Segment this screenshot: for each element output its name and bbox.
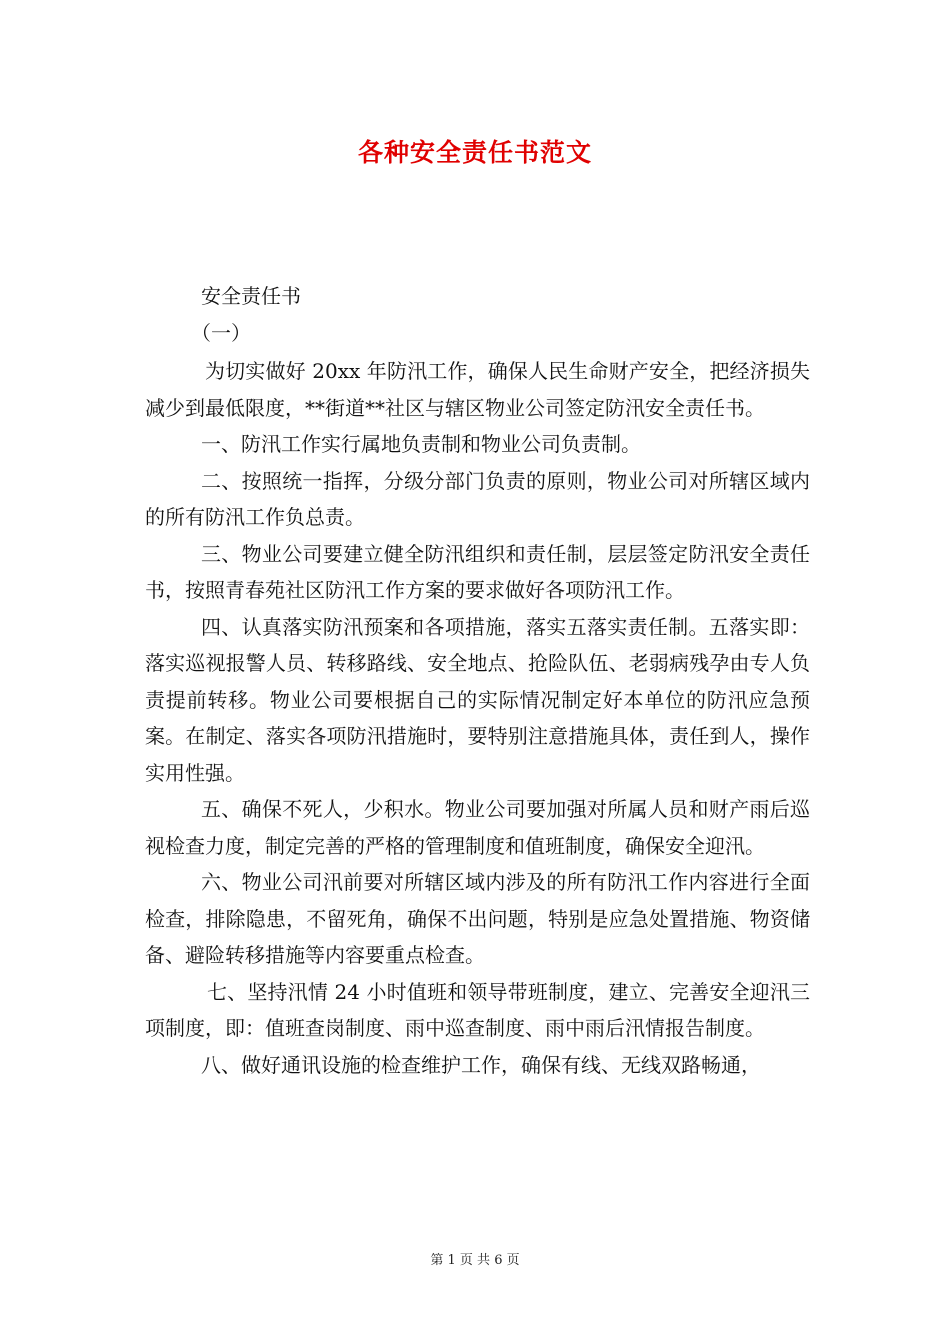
paragraph-item-8: 八、做好通讯设施的检查维护工作，确保有线、无线双路畅通， [201, 1052, 761, 1077]
paragraph-item-4: 四、认真落实防汛预案和各项措施，落实五落实责任制。五落实即：落实巡视报警人员、转移路线、安全地点、抢险队伍、老弱病残孕由专人负责提前转移。物业公司要根据自己的实际情况制定好本单位的防汛应急预案。在制定、落实各项防汛措施时，要特别注意措施具体，责任到人，操作实用性强。 [145, 614, 810, 785]
paragraph-item-5: 五、确保不死人，少积水。物业公司要加强对所属人员和财产雨后巡视检查力度，制定完善的严格的管理制度和值班制度，确保安全迎汛。 [145, 797, 810, 858]
document-body [145, 278, 810, 1083]
page-number: 第 1 页 共 6 页 [430, 1253, 520, 1268]
paragraph-intro: 为切实做好 20xx 年防汛工作，确保人民生命财产安全，把经济损失减少到最低限度，**街道**社区与辖区物业公司签定防汛安全责任书。 [145, 359, 810, 420]
paragraph-item-7: 七、坚持汛情 24 小时值班和领导带班制度，建立、完善安全迎汛三项制度，即：值班查岗制度、雨中巡查制度、雨中雨后汛情报告制度。 [145, 979, 810, 1040]
section-subheading: （一） [191, 320, 251, 345]
paragraph-item-1: 一、防汛工作实行属地负责制和物业公司负责制。 [201, 432, 641, 456]
document-title: 各种安全责任书范文 [357, 138, 592, 167]
paragraph-item-3: 三、物业公司要建立健全防汛组织和责任制，层层签定防汛安全责任书，按照青春苑社区防汛工作方案的要求做好各项防汛工作。 [145, 541, 810, 602]
paragraph-item-6: 六、物业公司汛前要对所辖区域内涉及的所有防汛工作内容进行全面检查，排除隐患，不留死角，确保不出问题，特别是应急处置措施、物资储备、避险转移措施等内容要重点检查。 [145, 870, 810, 967]
section-heading: 安全责任书 [201, 284, 301, 308]
paragraph-item-2: 二、按照统一指挥，分级分部门负责的原则，物业公司对所辖区域内的所有防汛工作负总责。 [145, 468, 810, 529]
